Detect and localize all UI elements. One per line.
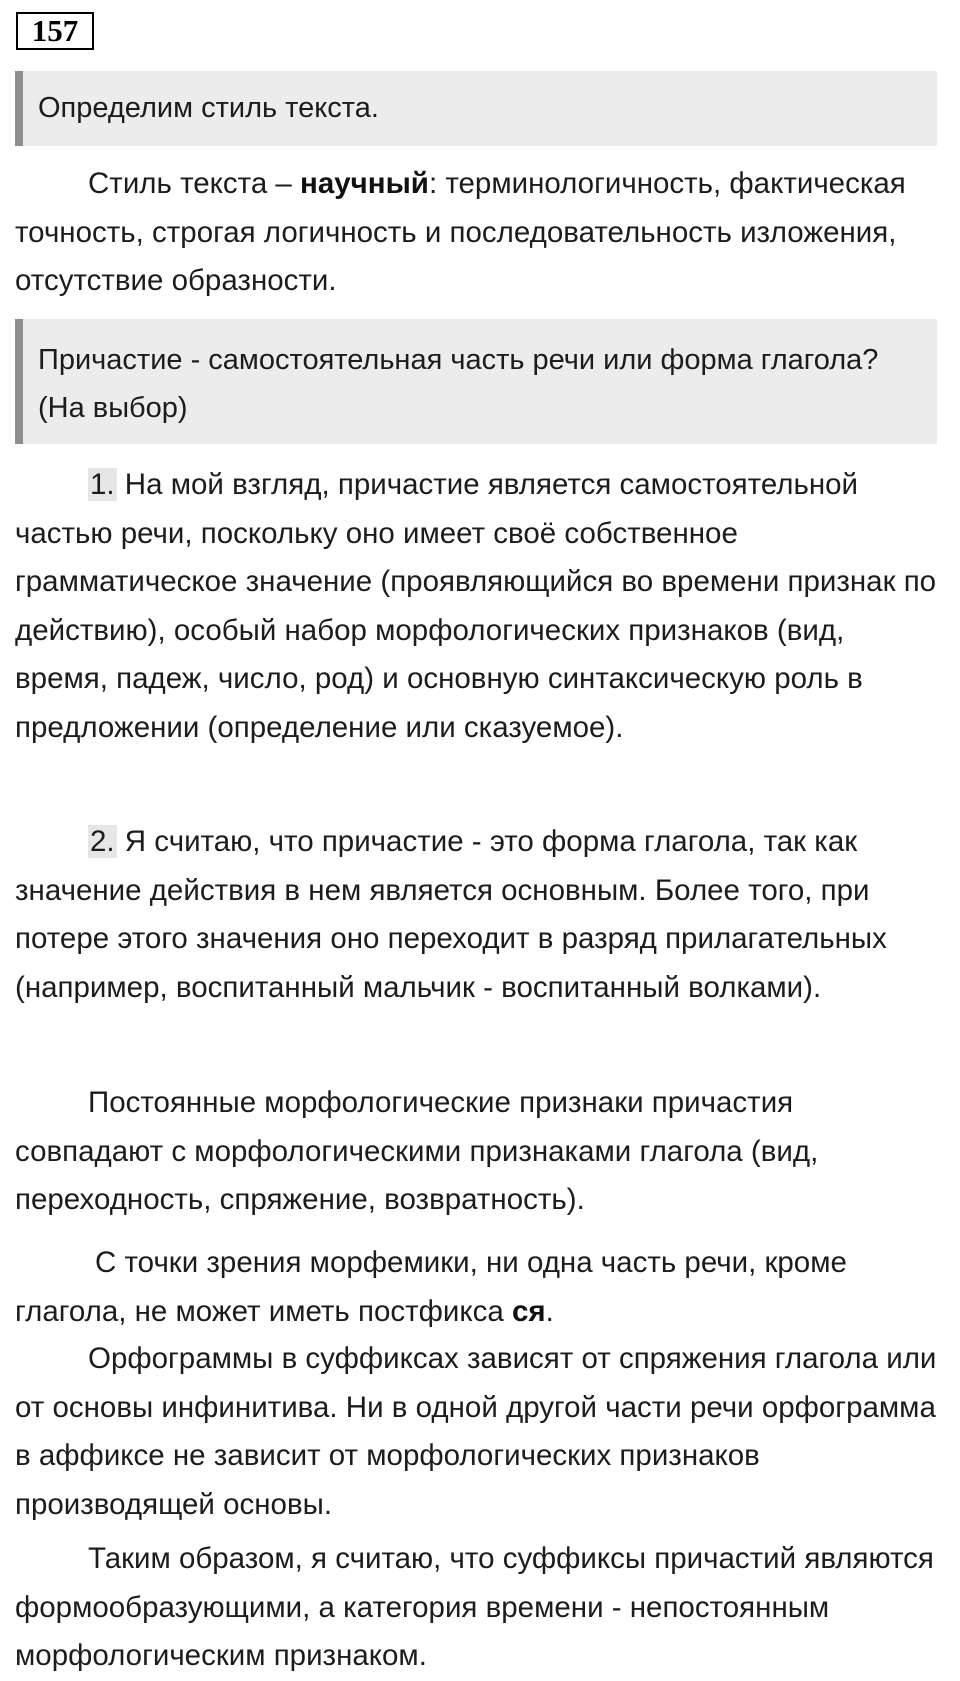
style-paragraph [15, 160, 945, 306]
answer-1-number: 1. [90, 468, 115, 501]
style-paragraph-rest: : терминологичность, фактическая точность, строгая логичность и последовательность изложения, отсутствие образности. [15, 167, 906, 297]
orthogram-paragraph: Орфограммы в суффиксах зависят от спряжения глагола или от основы инфинитива. Ни в одной другой части речи орфограмма в аффиксе не зависит от морфологических признаков производящей основы. [15, 1342, 937, 1521]
style-paragraph-lead: Стиль текста – [88, 167, 301, 200]
conclusion-paragraph: Таким образом, я считаю, что суффиксы причастий являются формообразующими, а категория времени - непостоянным морфологическим признаком. [15, 1542, 934, 1672]
exercise-number: 157 [16, 12, 94, 50]
style-paragraph-bold: научный [300, 167, 429, 200]
task-heading-participle-text: Причастие - самостоятельная часть речи или форма глагола? (На выбор) [38, 344, 879, 424]
postfix-paragraph [15, 1239, 945, 1336]
postfix-bold: ся [511, 1294, 546, 1328]
task-heading-style-text: Определим стиль текста. [38, 92, 379, 124]
answer-1-text: На мой взгляд, причастие является самостоятельной частью речи, поскольку оно имеет своё собственное грамматическое значение (проявляющийся во времени признак по действию), особый набор морфологических признаков (вид, время, падеж, число, род) и основную синтаксическую роль в предложении (определение или сказуемое). [15, 468, 937, 744]
answer-2-text: Я считаю, что причастие - это форма глагола, так как значение действия в нем является основным. Более того, при потере этого значения оно переходит в разряд прилагательных (например, воспитанный мальчик - воспитанный волками). [15, 825, 887, 1004]
postfix-paragraph-end: . [545, 1294, 554, 1328]
answer-1-paragraph [15, 461, 945, 752]
postfix-paragraph-text: С точки зрения морфемики, ни одна часть речи, кроме глагола, не может иметь постфикса [15, 1246, 847, 1328]
morph-features-paragraph: Постоянные морфологические признаки причастия совпадают с морфологическими признаками глагола (вид, переходность, спряжение, возвратность). [15, 1086, 819, 1216]
answer-2-number: 2. [90, 825, 115, 858]
task-heading-participle [15, 319, 937, 444]
answer-2-paragraph [15, 818, 945, 1012]
task-heading-style [15, 71, 937, 146]
